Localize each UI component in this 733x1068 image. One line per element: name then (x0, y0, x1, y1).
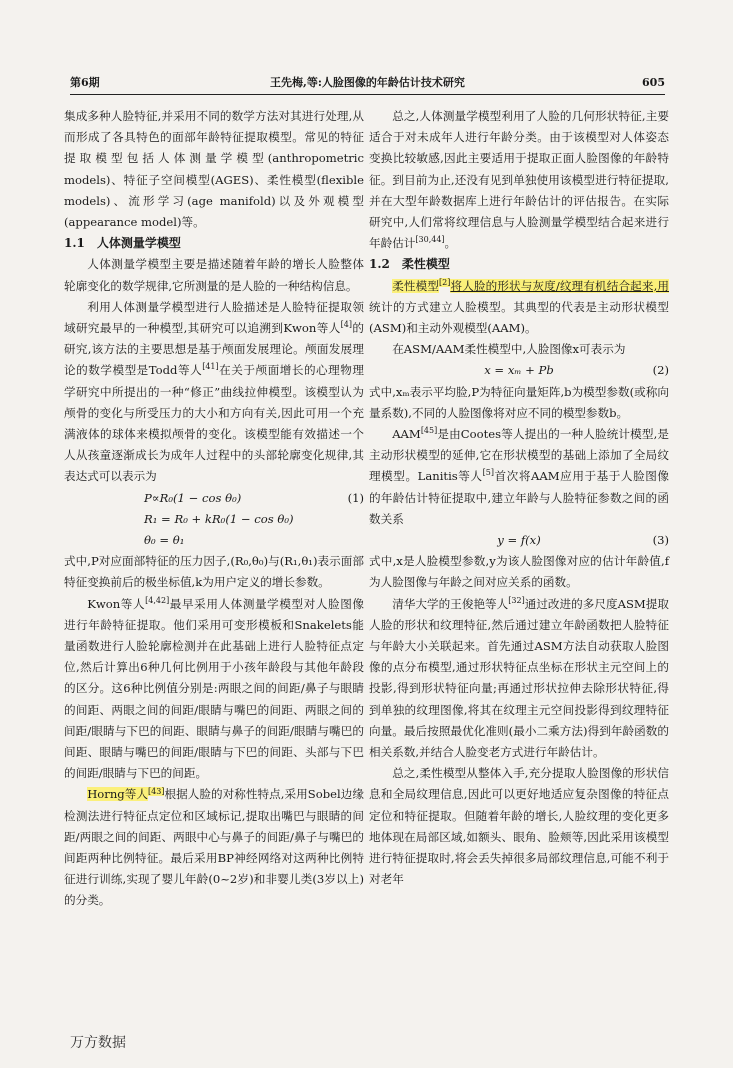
section-heading-1-1: 1.1 人体测量学模型 (64, 236, 181, 251)
highlighted-text: 柔性模型 (392, 278, 440, 293)
paragraph: Kwon等人[4,42]最早采用人体测量学模型对人脸图像进行年龄特征提取。他们采用可变形模板和Snakelets能量函数进行人脸轮廓检测并在此基础上进行人脸特征点定位,然后计算出6种几何比例用于小孩年龄段与其他年龄段的区分。这6种比例值分别是:两眼之间的间距/鼻子与眼睛的间距、两眼之间的间距/眼睛与嘴巴的间距、两眼之间的间距/眼睛与下巴的间距、眼睛与鼻子的间距/眼睛与嘴巴的间距、眼睛与嘴巴的间距/眼睛与下巴的间距、头部与下巴的间距/眼睛与下巴的间距。 (64, 595, 364, 781)
equation-number: (2) (652, 363, 669, 378)
equation-1-line-3: θ₀ = θ₁ (144, 533, 185, 548)
issue-number: 第6期 (70, 76, 100, 89)
citation[interactable]: [2] (439, 277, 451, 287)
paragraph: 柔性模型[2]将人脸的形状与灰度/纹理有机结合起来,用统计的方式建立人脸模型。其典型的代表是主动形状模型(ASM)和主动外观模型(AAM)。 (369, 277, 669, 336)
left-column (64, 106, 364, 912)
paragraph: 式中,P对应面部特征的压力因子,(R₀,θ₀)与(R₁,θ₁)表示面部特征变换前后的极坐标值,k为用户定义的增长参数。 (64, 554, 364, 590)
equation-1: P∝R₀(1 − cos θ₀) (1) (64, 488, 364, 509)
citation[interactable]: [43] (148, 786, 165, 796)
equation-number: (1) (347, 490, 364, 505)
paragraph: 式中,xₘ表示平均脸,P为特征向量矩阵,b为模型参数(或称向量系数),不同的人脸图像将对应不同的模型参数b。 (369, 384, 669, 420)
paragraph: 利用人体测量学模型进行人脸描述是人脸特征提取领域研究最早的一种模型,其研究可以追溯到Kwon等人[4]的研究,该方法的主要思想是基于颅面发展理论。颅面发展理论的数学模型是Todd等人[41]在关于颅面增长的心理物理学研究中所提出的一种“修正”曲线拉伸模型。该模型认为颅骨的变化与所受压力的大小和方向有关,因此可用一个充满液体的球体来模拟颅骨的变化。该模型能有效描述一个人从孩童逐渐成长为成年人过程中的头部轮廓变化规律,其表达式可以表示为 (64, 299, 364, 484)
paragraph: 总之,人体测量学模型利用了人脸的几何形状特征,主要适合于对未成年人进行年龄分类。由于该模型对人体姿态变换比较敏感,因此主要适用于提取正面人脸图像的年龄特征。到目前为止,还没有见到单独使用该模型进行特征提取,并在大型年龄数据库上进行年龄估计的评估报告。在实际研究中,人们常将纹理信息与人脸测量学模型结合起来进行年龄估计[30,44]。 (369, 109, 669, 251)
paragraph: 集成多种人脸特征,并采用不同的数学方法对其进行处理,从而形成了各具特色的面部年龄特征提取模型。常见的特征提取模型包括人体测量学模型(anthropometric models)、特征子空间模型(AGES)、柔性模型(flexible models)、流形学习(age manifold)以及外观模型(appearance model)等。 (64, 109, 364, 230)
citation[interactable]: [4,42] (145, 595, 170, 605)
equation-3: y = f(x) (3) (369, 530, 669, 551)
paragraph: 在ASM/AAM柔性模型中,人脸图像x可表示为 (392, 342, 626, 357)
citation[interactable]: [32] (508, 595, 525, 605)
highlighted-text: 将人脸的形状与灰度/纹理有机结合起来,用 (450, 278, 669, 293)
paragraph: 清华大学的王俊艳等人[32]通过改进的多尺度ASM提取人脸的形状和纹理特征,然后通过建立年龄函数把人脸特征与年龄大小关联起来。首先通过ASM方法自动获取人脸图像的点分布模型,通过形状特征点坐标在形状主元空间上的投影,得到形状特征向量;再通过形状拉伸去除形状特征,得到单独的纹理图像,将其在纹理主元空间投影得到纹理特征向量。最后按照最优化准则(最小二乘方法)得到年龄函数的相关系数,并结合人脸变老方式进行年龄估计。 (369, 595, 669, 760)
watermark: 万方数据 (70, 1035, 126, 1051)
running-header (70, 74, 665, 95)
citation[interactable]: [30,44] (415, 235, 445, 245)
right-column (369, 106, 669, 890)
citation[interactable]: [41] (202, 362, 219, 372)
citation[interactable]: [5] (482, 468, 494, 478)
citation[interactable]: [45] (420, 426, 438, 436)
paragraph: 式中,x是人脸模型参数,y为该人脸图像对应的估计年龄值,f为人脸图像与年龄之间对应关系的函数。 (369, 554, 669, 590)
paragraph: 总之,柔性模型从整体入手,充分提取人脸图像的形状信息和全局纹理信息,因此可以更好地适应复杂图像的特征点定位和特征提取。但随着年龄的增长,人脸纹理的变化更多地体现在局部区域,如额头、眼角、脸颊等,因此采用该模型进行特征提取时,将会丢失掉很多局部纹理信息,可能不利于对老年 (369, 766, 669, 887)
page-number: 605 (642, 76, 665, 89)
running-title: 王先梅,等:人脸图像的年龄估计技术研究 (270, 76, 465, 89)
section-heading-1-2: 1.2 柔性模型 (369, 257, 450, 272)
equation-1-line-2: R₁ = R₀ + kR₀(1 − cos θ₀) (144, 511, 294, 526)
highlighted-text: Horng等人 (87, 787, 149, 802)
paragraph: 人体测量学模型主要是描述随着年龄的增长人脸整体轮廓变化的数学规律,它所测量的是人脸的一种结构信息。 (64, 257, 364, 293)
citation[interactable]: [4] (340, 320, 353, 330)
equation-number: (3) (652, 533, 669, 548)
equation-2: x = xₘ + Pb (2) (369, 360, 669, 381)
paragraph: Horng等人[43]根据人脸的对称性特点,采用Sobel边缘检测法进行特征点定位和区域标记,提取出嘴巴与眼睛的间距/两眼之间的间距、两眼中心与鼻子的间距/鼻子与嘴巴的间距两种比例特征。最后采用BP神经网络对这两种比例特征进行训练,实现了婴儿年龄(0~2岁)和非婴儿类(3岁以上)的分类。 (64, 786, 364, 908)
paragraph: AAM[45]是由Cootes等人提出的一种人脸统计模型,是主动形状模型的延伸,它在形状模型的基础上添加了全局纹理模型。Lanitis等人[5]首次将AAM应用于基于人脸图像的年龄估计特征提取中,建立年龄与人脸特征参数之间的函数关系 (369, 426, 669, 526)
